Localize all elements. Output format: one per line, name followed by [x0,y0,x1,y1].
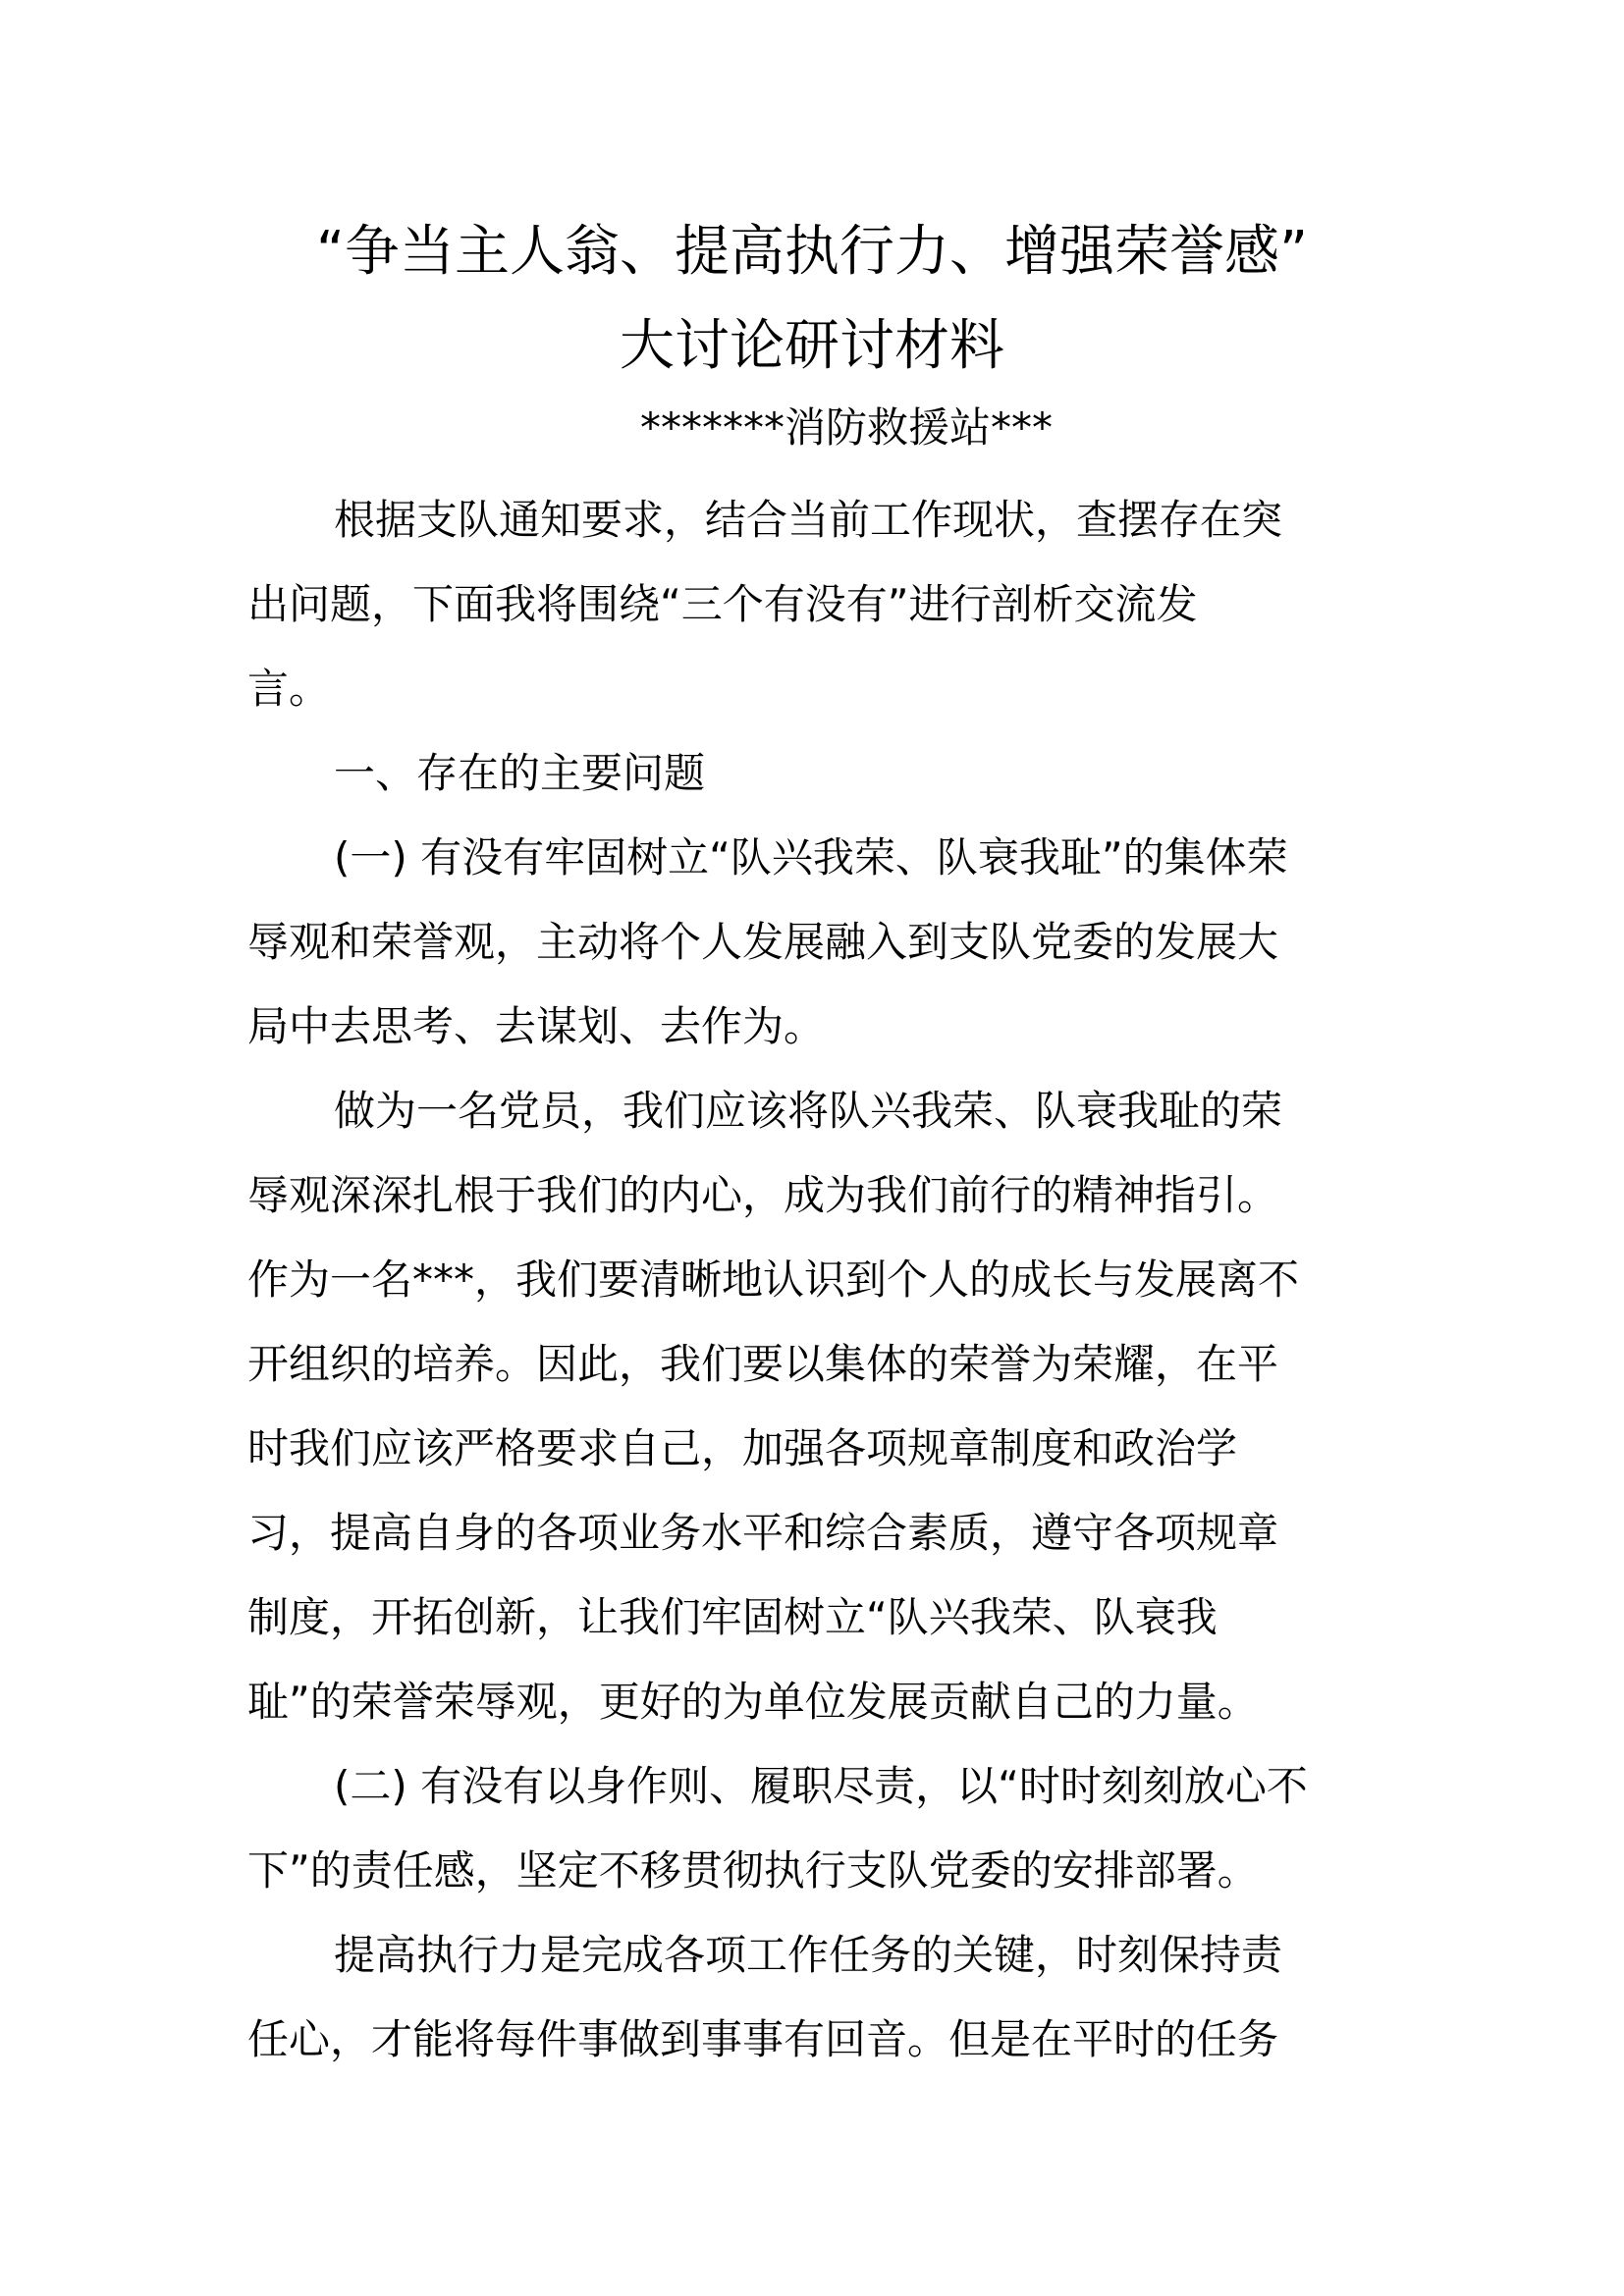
subsection-heading-line: 下”的责任感，坚定不移贯彻执行支队党委的安排部署。 [247,1846,1259,1895]
subsection-heading: (一) 有没有牢固树立“队兴我荣、队衰我耻”的集体荣 [334,833,1288,881]
paragraph-line: 开组织的培养。因此，我们要以集体的荣誉为荣耀，在平 [247,1340,1279,1388]
subsection-heading-line: 局中去思考、去谋划、去作为。 [247,1002,826,1050]
paragraph-line: 时我们应该严格要求自己，加强各项规章制度和政治学 [247,1424,1238,1472]
subsection-heading: (二) 有没有以身作则、履职尽责，以“时时刻刻放心不 [334,1762,1308,1810]
paragraph-line: 出问题，下面我将围绕“三个有没有”进行剖析交流发 [247,580,1198,628]
document-author: *******消防救援站*** [640,403,1054,452]
paragraph-line: 辱观深深扎根于我们的内心，成为我们前行的精神指引。 [247,1171,1279,1219]
document-title-line-1: “争当主人翁、提高执行力、增强荣誉感” [315,220,1309,284]
paragraph-line: 言。 [247,665,331,713]
document-title-line-2: 大讨论研讨材料 [620,314,1004,378]
paragraph-line: 做为一名党员，我们应该将队兴我荣、队衰我耻的荣 [334,1087,1283,1135]
paragraph-line: 任心，才能将每件事做到事事有回音。但是在平时的任务 [247,2015,1279,2063]
paragraph-line: 耻”的荣誉荣辱观，更好的为单位发展贡献自己的力量。 [247,1678,1259,1726]
paragraph-line: 作为一名***，我们要清晰地认识到个人的成长与发展离不 [247,1255,1300,1304]
paragraph-line: 提高执行力是完成各项工作任务的关键，时刻保持责 [334,1931,1283,1979]
section-heading: 一、存在的主要问题 [334,749,706,797]
subsection-heading-line: 辱观和荣誉观，主动将个人发展融入到支队党委的发展大 [247,918,1279,966]
paragraph-line: 习，提高自身的各项业务水平和综合素质，遵守各项规章 [247,1509,1279,1557]
paragraph-line: 根据支队通知要求，结合当前工作现状，查摆存在突 [334,496,1283,544]
paragraph-line: 制度，开拓创新，让我们牢固树立“队兴我荣、队衰我 [247,1593,1218,1641]
